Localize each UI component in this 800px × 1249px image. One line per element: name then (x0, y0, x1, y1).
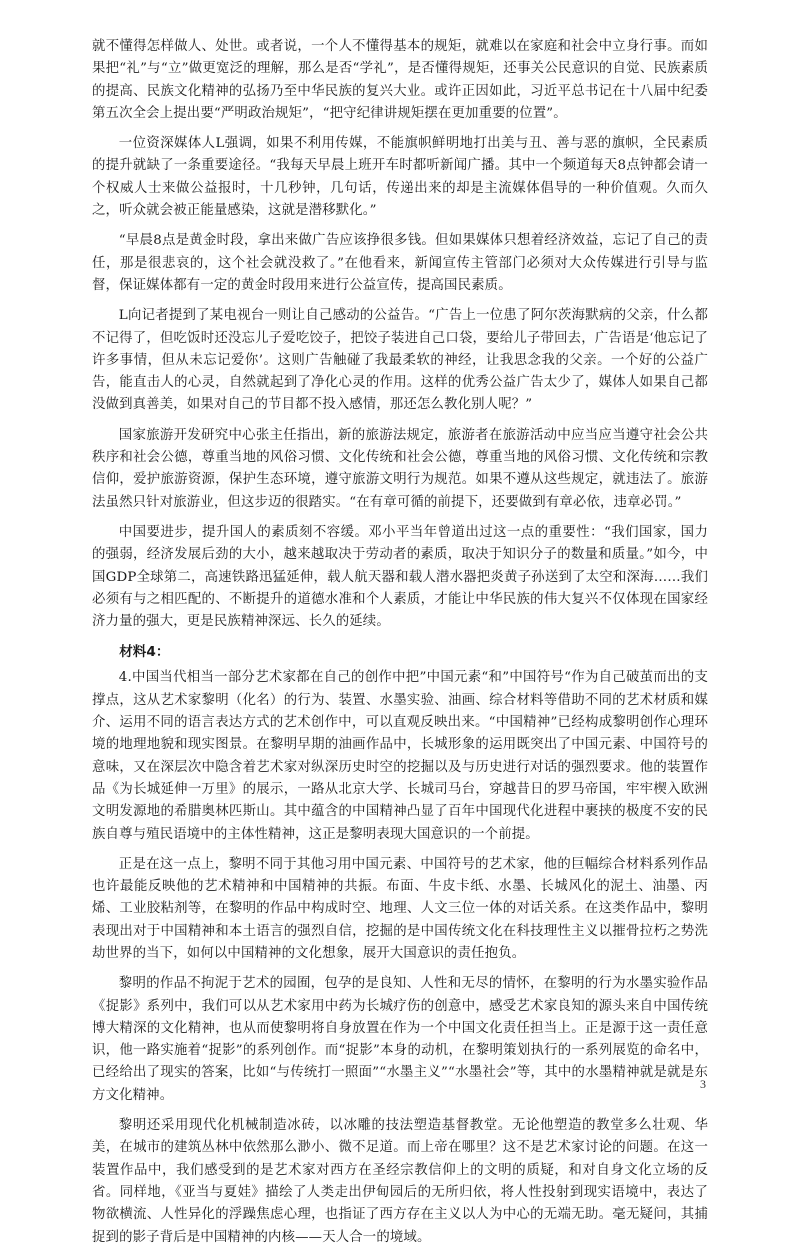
section-heading: 材料4： (119, 644, 170, 661)
paragraph: 正是在这一点上，黎明不同于其他习用中国元素、中国符号的艺术家，他的巨幅综合材料系列作品也许最能反映他的艺术精神和中国精神的共振。布面、牛皮卡纸、水墨、长城风化的泥土、油墨、丙烯、工业胶粘剂等，在黎明的作品中构成时空、地理、人文三位一体的对话关系。在这类作品中，黎明表现出对于中国精神和本土语言的强烈自信，挖掘的是中国传统文化在科技理性主义以摧骨拉朽之势洗劫世界的当下，如何以中国精神的文化想象，展开大国意识的责任抱负。 (92, 856, 708, 961)
paragraph: 中国要进步，提升国人的素质刻不容缓。邓小平当年曾道出过这一点的重要性：“我们国家，国力的强弱，经济发展后劲的大小，越来越取决于劳动者的素质，取决于知识分子的数量和质量。”如今，中国GDP全球第二，高速铁路迅猛延伸，载人航天器和载人潜水器把炎黄子孙送到了太空和深海……我们必须有与之相匹配的、不断提升的道德水准和个人素质，才能让中华民族的伟大复兴不仅体现在国家经济力量的强大，更是民族精神深远、长久的延续。 (92, 524, 708, 630)
paragraph: 国家旅游开发研究中心张主任指出，新的旅游法规定，旅游者在旅游活动中应当应当遵守社会公共秩序和社会公德，尊重当地的风俗习惯、文化传统和社会公德，尊重当地的风俗习惯、文化传统和宗教信仰，爱护旅游资源，保护生态环境，遵守旅游文明行为规范。如果不遵从这些规定，就违法了。旅游法虽然只针对旅游业，但这步迈的很踏实。“在有章可循的前提下，还要做到有章必依，违章必罚。” (92, 427, 708, 510)
page-number: 3 (700, 1077, 706, 1091)
paragraph: 一位资深媒体人L强调，如果不利用传媒，不能旗帜鲜明地打出美与丑、善与恶的旗帜，全民素质的提升就缺了一条重要途径。“我每天早晨上班开车时都听新闻广播。其中一个频道每天8点钟都会请一个权威人士来做公益报时，十几秒钟，几句话，传递出来的却是主流媒体倡导的一种价值观。久而久之，听众就会被正能量感染，这就是潜移默化。” (92, 136, 708, 219)
paragraph: 黎明的作品不拘泥于艺术的园囿，包孕的是良知、人性和无尽的情怀，在黎明的行为水墨实验作品《捉影》系列中，我们可以从艺术家用中药为长城疗伤的创意中，感受艺术家良知的源头来自中国传统博大精深的文化精神，也从而使黎明将自身放置在作为一个中国文化责任担当上。正是源于这一责任意识，他一路实施着“捉影”的系列创作。而“捉影”本身的动机，在黎明策划执行的一系列展览的命名中，已经给出了现实的答案，比如“与传统打一照面”“水墨主义”“水墨社会”等，其中的水墨精神就是就是东方文化精神。 (92, 976, 708, 1103)
paragraph: 4.中国当代相当一部分艺术家都在自己的创作中把”中国元素“和”中国符号“作为自己破茧而出的支撑点，这从艺术家黎明（化名）的行为、装置、水墨实验、油画、综合材料等借助不同的艺术材质和媒介、运用不同的语言表达方式的艺术创作中，可以直观反映出来。“中国精神”已经构成黎明创作心理环境的地理地貌和现实图景。在黎明早期的油画作品中，长城形象的运用既突出了中国元素、中国符号的意味，又在深层次中隐含着艺术家对纵深历史时空的挖掘以及与历史进行对话的强烈要求。他的装置作品《为长城延伸一万里》的展示，一路从北京大学、长城司马台，穿越昔日的罗马帝国，牢牢楔入欧洲文明发源地的希腊奥林匹斯山。其中蕴含的中国精神凸显了百年中国现代化进程中裹挟的极度不安的民族自尊与殖民语境中的主体性精神，这正是黎明表现大国意识的一个前提。 (92, 670, 708, 842)
paragraph: L向记者提到了某电视台一则让自己感动的公益告。“广告上一位患了阿尔茨海默病的父亲，什么都不记得了，但吃饭时还没忘儿子爱吃饺子，把饺子装进自己口袋，要给儿子带回去，广告语是‘他忘记了许多事情，但从未忘记爱你’。这则广告触碰了我最柔软的神经，让我思念我的父亲。一个好的公益广告，能直击人的心灵，自然就起到了净化心灵的作用。这样的优秀公益广告太少了，媒体人如果自己都没做到真善美，如果对自己的节目都不投入感情，那还怎么教化别人呢？” (92, 308, 708, 413)
paragraph: 就不懂得怎样做人、处世。或者说，一个人不懂得基本的规矩，就难以在家庭和社会中立身行事。而如果把“礼”与“立”做更宽泛的理解，那么是否“学礼”，是否懂得规矩，还事关公民意识的自觉、民族素质的提高、民族文化精神的弘扬乃至中华民族的复兴大业。或许正因如此，习近平总书记在十八届中纪委第五次全会上提出要“严明政治规矩”，“把守纪律讲规矩摆在更加重要的位置”。 (92, 39, 708, 121)
paragraph: 黎明还采用现代化机械制造冰砖，以冰雕的技法塑造基督教堂。无论他塑造的教堂多么壮观、华美，在城市的建筑丛林中依然那么渺小、微不足道。而上帝在哪里？这不是艺术家讨论的问题。在这一装置作品中，我们感受到的是艺术家对西方在圣经宗教信仰上的文明的质疑，和对自身文化立场的反省。同样地，《亚当与夏娃》描绘了人类走出伊甸园后的无所归依，将人性投射到现实语境中，表达了物欲横流、人性异化的浮躁焦虑心理，也指证了西方存在主义以人为中心的无端无助。毫无疑问，其捕捉到的影子背后是中国精神的内核——天人合一的境域。 (92, 1118, 708, 1245)
paragraph: “早晨8点是黄金时段，拿出来做广告应该挣很多钱。但如果媒体只想着经济效益，忘记了自己的责任，那是很悲哀的，这个社会就没救了。”在他看来，新闻宣传主管部门必须对大众传媒进行引导与监督，保证媒体都有一定的黄金时段用来进行公益宣传，提高国民素质。 (92, 233, 708, 293)
